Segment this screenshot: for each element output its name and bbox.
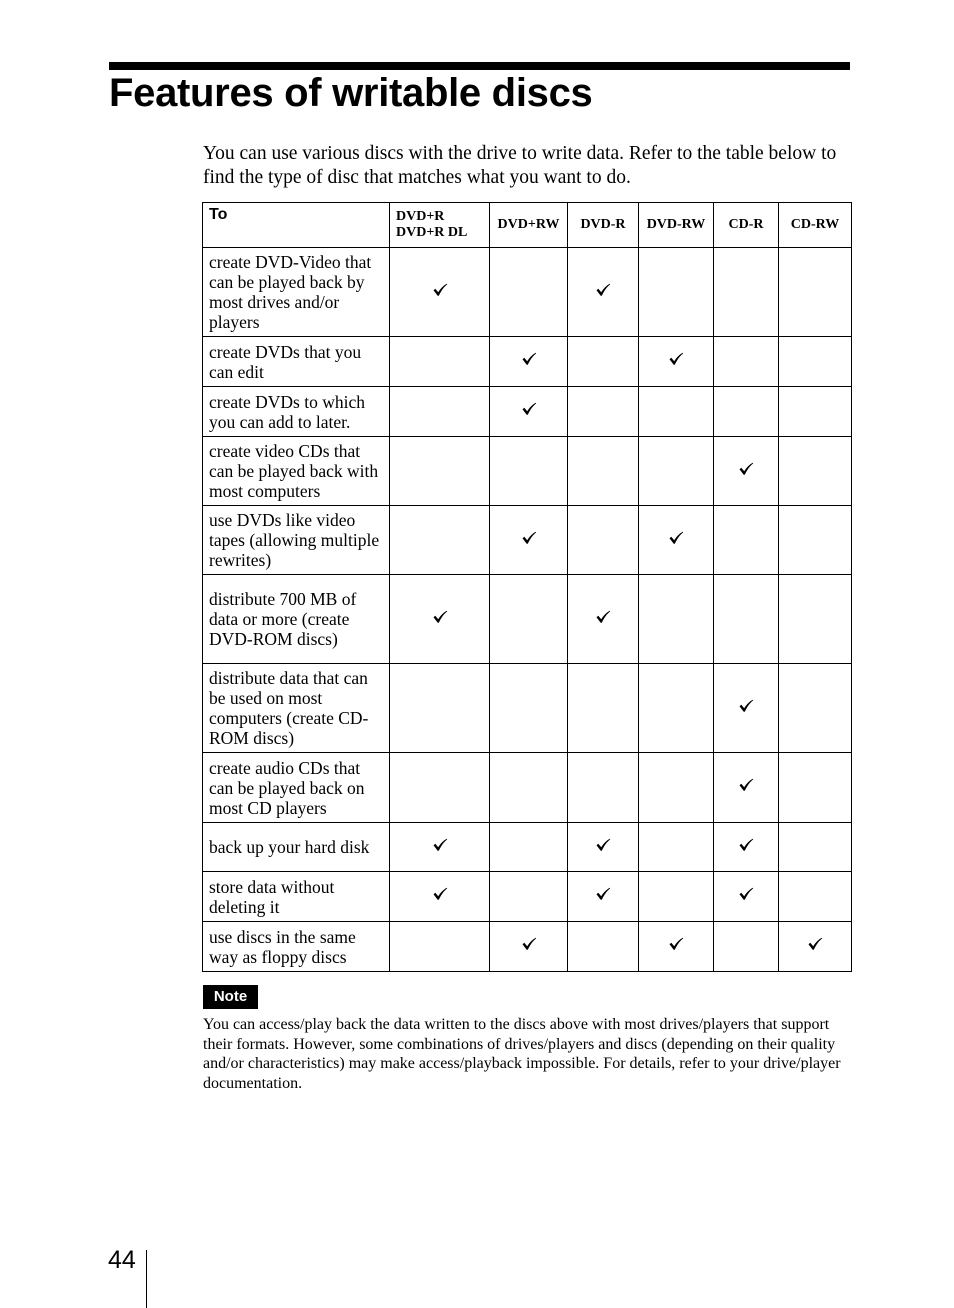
check-mark-icon xyxy=(521,531,537,545)
mark-cell xyxy=(390,437,490,506)
check-mark-icon xyxy=(738,838,754,852)
mark-cell xyxy=(390,823,490,872)
mark-cell xyxy=(390,387,490,437)
mark-cell xyxy=(490,575,568,664)
table-row xyxy=(203,575,852,664)
mark-cell xyxy=(779,337,852,387)
mark-cell xyxy=(490,248,568,337)
mark-cell xyxy=(490,753,568,823)
mark-cell xyxy=(779,922,852,972)
mark-cell xyxy=(390,506,490,575)
mark-cell xyxy=(639,575,714,664)
to-column-header: To xyxy=(203,203,390,248)
mark-cell xyxy=(490,437,568,506)
mark-cell xyxy=(390,337,490,387)
check-mark-icon xyxy=(668,937,684,951)
mark-cell xyxy=(490,922,568,972)
mark-cell xyxy=(390,248,490,337)
table-row xyxy=(203,337,852,387)
mark-cell xyxy=(714,575,779,664)
mark-cell xyxy=(568,922,639,972)
mark-cell xyxy=(639,437,714,506)
mark-cell xyxy=(568,248,639,337)
mark-cell xyxy=(390,872,490,922)
mark-cell xyxy=(714,437,779,506)
check-mark-icon xyxy=(738,699,754,713)
mark-cell xyxy=(490,506,568,575)
check-mark-icon xyxy=(738,778,754,792)
mark-cell xyxy=(568,506,639,575)
mark-cell xyxy=(490,337,568,387)
mark-cell xyxy=(639,823,714,872)
table-body xyxy=(203,248,852,972)
mark-cell xyxy=(639,506,714,575)
mark-cell xyxy=(568,664,639,753)
check-mark-icon xyxy=(432,610,448,624)
task-cell: distribute data that can be used on most computers (create CD-ROM discs) xyxy=(203,664,390,753)
check-mark-icon xyxy=(432,283,448,297)
mark-cell xyxy=(568,337,639,387)
check-mark-icon xyxy=(595,887,611,901)
mark-cell xyxy=(568,753,639,823)
intro-paragraph: You can use various discs with the drive to write data. Refer to the table below to find the type of disc that matches what you want to do. xyxy=(203,143,837,188)
mark-cell xyxy=(779,575,852,664)
check-mark-icon xyxy=(432,838,448,852)
table-row xyxy=(203,664,852,753)
check-mark-icon xyxy=(432,887,448,901)
note-badge: Note xyxy=(203,985,258,1009)
column-header-dvd-plus-r xyxy=(390,203,490,248)
task-cell: create DVDs to which you can add to later. xyxy=(203,387,390,437)
table-row xyxy=(203,922,852,972)
task-cell: use discs in the same way as floppy discs xyxy=(203,922,390,972)
column-header-dvd-r: DVD-R xyxy=(568,203,639,248)
table-row xyxy=(203,506,852,575)
mark-cell xyxy=(568,575,639,664)
check-mark-icon xyxy=(738,887,754,901)
table-header-row xyxy=(203,203,852,248)
check-mark-icon xyxy=(668,352,684,366)
task-cell: use DVDs like video tapes (allowing multiple rewrites) xyxy=(203,506,390,575)
table-row xyxy=(203,872,852,922)
mark-cell xyxy=(639,872,714,922)
mark-cell xyxy=(639,922,714,972)
check-mark-icon xyxy=(668,531,684,545)
mark-cell xyxy=(779,506,852,575)
task-cell: create audio CDs that can be played back on most CD players xyxy=(203,753,390,823)
check-mark-icon xyxy=(807,937,823,951)
task-cell: store data without deleting it xyxy=(203,872,390,922)
column-header-dvd-plus-rw: DVD+RW xyxy=(490,203,568,248)
task-cell: back up your hard disk xyxy=(203,823,390,872)
check-mark-icon xyxy=(521,352,537,366)
mark-cell xyxy=(714,664,779,753)
check-mark-icon xyxy=(595,283,611,297)
mark-cell xyxy=(568,437,639,506)
mark-cell xyxy=(714,337,779,387)
mark-cell xyxy=(639,664,714,753)
mark-cell xyxy=(779,248,852,337)
check-mark-icon xyxy=(521,402,537,416)
check-mark-icon xyxy=(595,838,611,852)
mark-cell xyxy=(779,872,852,922)
mark-cell xyxy=(639,337,714,387)
mark-cell xyxy=(779,437,852,506)
mark-cell xyxy=(490,387,568,437)
mark-cell xyxy=(490,872,568,922)
column-header-line: DVD+R xyxy=(396,209,445,224)
task-cell: distribute 700 MB of data or more (create DVD-ROM discs) xyxy=(203,575,390,664)
task-cell: create video CDs that can be played back with most computers xyxy=(203,437,390,506)
mark-cell xyxy=(714,872,779,922)
disc-features-table xyxy=(202,202,852,972)
table-row xyxy=(203,823,852,872)
mark-cell xyxy=(390,922,490,972)
mark-cell xyxy=(390,575,490,664)
mark-cell xyxy=(390,753,490,823)
table-row xyxy=(203,248,852,337)
mark-cell xyxy=(714,248,779,337)
column-header-line: DVD+R DL xyxy=(396,225,468,240)
mark-cell xyxy=(779,664,852,753)
column-header-cd-r: CD-R xyxy=(714,203,779,248)
table-row xyxy=(203,387,852,437)
mark-cell xyxy=(568,823,639,872)
page-number-divider xyxy=(146,1250,147,1308)
task-cell: create DVDs that you can edit xyxy=(203,337,390,387)
table-row xyxy=(203,437,852,506)
mark-cell xyxy=(568,387,639,437)
mark-cell xyxy=(568,872,639,922)
mark-cell xyxy=(390,664,490,753)
mark-cell xyxy=(714,506,779,575)
mark-cell xyxy=(714,823,779,872)
mark-cell xyxy=(639,753,714,823)
column-header-dvd-rw: DVD-RW xyxy=(639,203,714,248)
mark-cell xyxy=(714,387,779,437)
table-row xyxy=(203,753,852,823)
page-title: Features of writable discs xyxy=(109,71,593,115)
mark-cell xyxy=(639,248,714,337)
mark-cell xyxy=(490,823,568,872)
note-text: You can access/play back the data written to the discs above with most drives/players that support their formats. However, some combinations of drives/players and discs (depending on their quality and/or characteristics) may make access/playback impossible. For details, refer to your drive/player documentation. xyxy=(203,1016,841,1093)
mark-cell xyxy=(714,922,779,972)
mark-cell xyxy=(490,664,568,753)
task-cell: create DVD-Video that can be played back by most drives and/or players xyxy=(203,248,390,337)
mark-cell xyxy=(779,753,852,823)
mark-cell xyxy=(779,387,852,437)
page-number: 44 xyxy=(108,1246,136,1274)
check-mark-icon xyxy=(738,462,754,476)
mark-cell xyxy=(779,823,852,872)
column-header-cd-rw: CD-RW xyxy=(779,203,852,248)
check-mark-icon xyxy=(595,610,611,624)
mark-cell xyxy=(714,753,779,823)
check-mark-icon xyxy=(521,937,537,951)
mark-cell xyxy=(639,387,714,437)
